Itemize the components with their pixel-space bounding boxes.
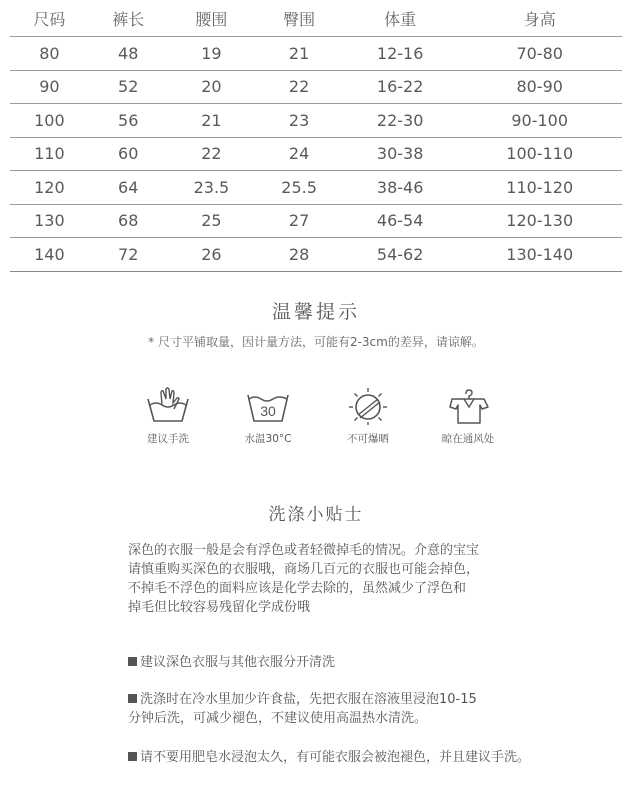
wash-tip-item xyxy=(128,729,568,767)
table-row xyxy=(10,104,622,138)
wash-temp-text: 30 xyxy=(260,403,276,419)
care-item-wash-30 xyxy=(218,385,318,446)
bullet-square-icon xyxy=(128,694,137,703)
table-header-row xyxy=(10,0,622,37)
wash-tip-text: 请不要用肥皂水浸泡太久，有可能衣服会被泡褪色，并且建议手洗。 xyxy=(140,750,531,765)
wash-tip-item xyxy=(128,671,538,728)
size-table-body xyxy=(10,37,622,272)
cell-size: 80 xyxy=(10,37,89,71)
bullet-square-icon xyxy=(128,752,137,761)
header-pants-length: 裤长 xyxy=(89,0,168,37)
cell-size: 120 xyxy=(10,171,89,205)
cell-size: 110 xyxy=(10,137,89,171)
hang-dry-icon xyxy=(444,385,492,425)
wash-tips-intro: 深色的衣服一般是会有浮色或者轻微掉毛的情况。介意的宝宝 请慎重购买深色的衣服哦，商场几百元的衣服也可能会掉色， 不掉毛不浮色的面料应该是化学去除的，虽然减少了浮色和 掉毛但比较容易残留化学成份哦 xyxy=(128,543,480,615)
table-row xyxy=(10,137,622,171)
cell-weight: 30-38 xyxy=(343,137,457,171)
header-weight: 体重 xyxy=(343,0,457,37)
cell-weight: 16-22 xyxy=(343,70,457,104)
no-sun-icon xyxy=(344,385,392,425)
care-label-hang-dry: 晾在通风处 xyxy=(441,433,495,445)
cell-weight: 54-62 xyxy=(343,238,457,272)
cell-height: 70-80 xyxy=(457,37,622,71)
cell-size: 100 xyxy=(10,104,89,138)
wash-tips-title: 洗涤小贴士 xyxy=(268,505,364,525)
care-item-no-sun xyxy=(318,385,418,446)
cell-hip: 27 xyxy=(255,204,343,238)
wash-tip-item xyxy=(128,634,538,672)
cell-hip: 25.5 xyxy=(255,171,343,205)
measurement-note: * 尺寸平铺取量，因计量方法，可能有2-3cm的差异，请谅解。 xyxy=(148,335,484,349)
cell-size: 140 xyxy=(10,238,89,272)
cell-waist: 23.5 xyxy=(168,171,256,205)
header-waist: 腰围 xyxy=(168,0,256,37)
cell-waist: 20 xyxy=(168,70,256,104)
cell-waist: 25 xyxy=(168,204,256,238)
cell-pants-length: 72 xyxy=(89,238,168,272)
cell-height: 120-130 xyxy=(457,204,622,238)
cell-weight: 46-54 xyxy=(343,204,457,238)
cell-pants-length: 68 xyxy=(89,204,168,238)
cell-size: 130 xyxy=(10,204,89,238)
care-label-hand-wash: 建议手洗 xyxy=(147,433,189,445)
cell-pants-length: 64 xyxy=(89,171,168,205)
cell-waist: 21 xyxy=(168,104,256,138)
care-item-hand-wash xyxy=(118,385,218,446)
cell-hip: 22 xyxy=(255,70,343,104)
care-label-no-sun: 不可爆晒 xyxy=(347,433,389,445)
cell-waist: 26 xyxy=(168,238,256,272)
table-row xyxy=(10,171,622,205)
cell-weight: 12-16 xyxy=(343,37,457,71)
cell-height: 80-90 xyxy=(457,70,622,104)
wash-tip-text: 洗涤时在冷水里加少许食盐，先把衣服在溶液里浸泡10-15 分钟后洗，可减少褪色，不建议使用高温热水清洗。 xyxy=(128,692,477,726)
header-height: 身高 xyxy=(457,0,622,37)
cell-hip: 21 xyxy=(255,37,343,71)
cell-waist: 22 xyxy=(168,137,256,171)
cell-pants-length: 60 xyxy=(89,137,168,171)
care-label-wash-30: 水温30°C xyxy=(244,433,292,445)
cell-hip: 28 xyxy=(255,238,343,272)
cell-weight: 22-30 xyxy=(343,104,457,138)
tips-title: 温馨提示 xyxy=(271,301,360,323)
cell-pants-length: 52 xyxy=(89,70,168,104)
table-row xyxy=(10,37,622,71)
cell-height: 130-140 xyxy=(457,238,622,272)
care-item-hang-dry xyxy=(418,385,518,446)
cell-hip: 23 xyxy=(255,104,343,138)
cell-pants-length: 56 xyxy=(89,104,168,138)
bullet-square-icon xyxy=(128,657,137,666)
header-size: 尺码 xyxy=(10,0,89,37)
table-row xyxy=(10,204,622,238)
cell-height: 100-110 xyxy=(457,137,622,171)
cell-height: 90-100 xyxy=(457,104,622,138)
cell-waist: 19 xyxy=(168,37,256,71)
cell-hip: 24 xyxy=(255,137,343,171)
table-row xyxy=(10,70,622,104)
wash-tip-text: 建议深色衣服与其他衣服分开清洗 xyxy=(140,655,336,670)
size-table xyxy=(10,0,622,272)
cell-pants-length: 48 xyxy=(89,37,168,71)
cell-height: 110-120 xyxy=(457,171,622,205)
cell-weight: 38-46 xyxy=(343,171,457,205)
cell-size: 90 xyxy=(10,70,89,104)
table-row xyxy=(10,238,622,272)
hand-wash-icon xyxy=(144,385,192,425)
wash-30-icon xyxy=(244,385,292,425)
header-hip: 臀围 xyxy=(255,0,343,37)
